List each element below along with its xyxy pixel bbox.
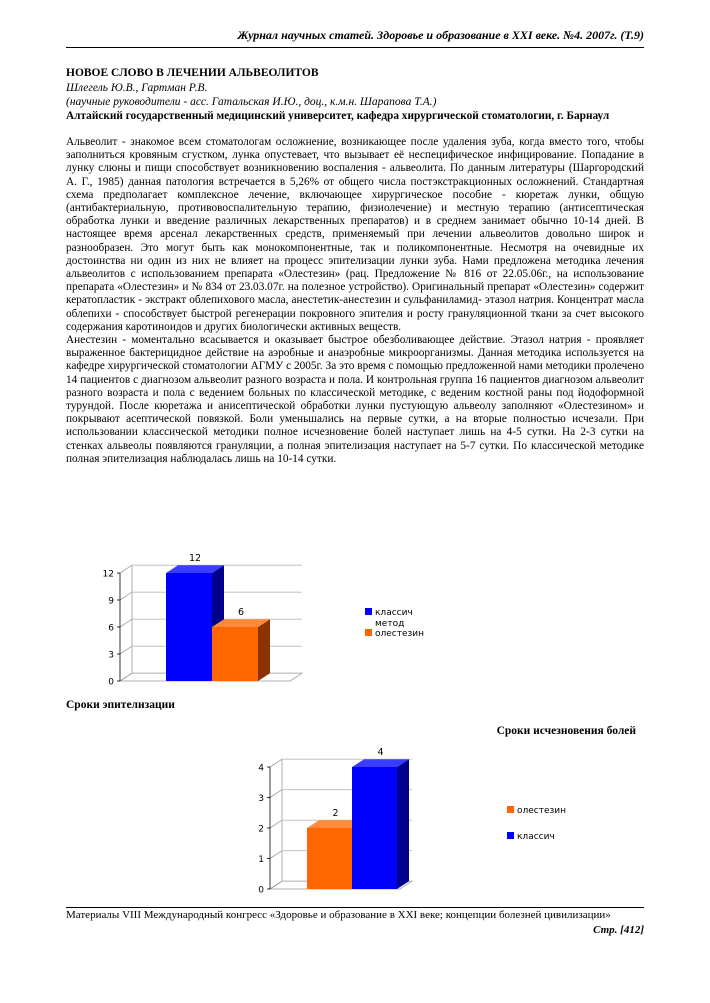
- footer-rule: [66, 907, 644, 908]
- legend-swatch: [365, 629, 372, 636]
- article-body: [66, 136, 644, 466]
- y-tick-label: 3: [108, 650, 114, 661]
- bar: [166, 573, 212, 681]
- grid-side: [120, 565, 132, 573]
- legend-label: олестезин: [375, 629, 425, 639]
- data-label: 6: [237, 607, 245, 619]
- y-tick-label: 0: [258, 885, 264, 896]
- bar-side: [258, 619, 270, 681]
- y-tick-label: 12: [102, 569, 114, 580]
- legend-swatch: [507, 806, 514, 813]
- legend-label: классич: [375, 608, 413, 618]
- chart2-caption: Сроки исчезновения болей: [496, 725, 636, 737]
- bar: [307, 828, 352, 889]
- page-number: Стр. [412]: [593, 924, 644, 936]
- header-rule: [66, 47, 644, 48]
- y-tick-label: 3: [258, 794, 264, 804]
- grid-side: [120, 619, 132, 627]
- supervisors: (научные руководители - асс. Гатальская И.Ю., доц., к.м.н. Шарапова Т.А.): [66, 96, 437, 108]
- grid-side: [270, 790, 282, 798]
- legend-label: метод: [375, 619, 405, 629]
- legend-label: классич: [517, 832, 555, 842]
- data-label: 2: [332, 808, 339, 820]
- chart1-caption: Сроки эпителизации: [66, 699, 175, 711]
- data-label: 12: [188, 553, 202, 565]
- epithelization-chart: [80, 540, 460, 695]
- affiliation: Алтайский государственный медицинский университет, кафедра хирургической стоматологии, г. Барнаул: [66, 110, 610, 122]
- y-tick-label: 4: [258, 763, 264, 774]
- authors: Шлегель Ю.В., Гартман Р.В.: [66, 82, 208, 94]
- data-label: 4: [377, 747, 384, 759]
- grid-side: [270, 851, 282, 859]
- pain-relief-chart: [240, 735, 580, 897]
- paragraph: Анестезин - моментально всасывается и оказывает быстрое обезболивающее действие. Этазол натрия - проявляет выраженное бактерицидное действие на аэробные и анаэробные микроорганизмы. Данная методика используется на кафедре хирургической стоматологии АГМУ с 2005г. За это время с помощью предложенной нами методики пролечено 14 пациентов с диагнозом альвеолит разного возраста и пола. И контрольная группа 16 пациентов диагнозом альвеолит разного возраста и пола с ведением больных по классической методике, с веденим костной раны под йодоформной турундой. После кюретажа и анисептической обработки лунки пустующую альвеолу заполняют «Олестезином» и покрывают асептической повязкой. Боли уменьшались на первые сутки, а на вторые полностью исчезали. При использовании классической методики полное исчезновение болей наступает лишь на 4-5 сутки. На 2-3 сутки на стенках альвеолы появляются грануляции, а полная эпителизация наступает на 5-7 сутки. По классической методике полная эпителизация наблюдалась лишь на 10-14 сутки.: [66, 334, 644, 465]
- legend-swatch: [507, 832, 514, 839]
- grid-side: [120, 646, 132, 654]
- article-title: НОВОЕ СЛОВО В ЛЕЧЕНИИ АЛЬВЕОЛИТОВ: [66, 67, 319, 79]
- bar: [352, 767, 397, 889]
- grid-side: [270, 759, 282, 767]
- legend-label: олестезин: [517, 806, 567, 816]
- grid-side: [120, 592, 132, 600]
- y-tick-label: 9: [108, 596, 114, 607]
- paragraph: Альвеолит - знакомое всем стоматологам осложнение, возникающее после удаления зуба, когда вместо того, чтобы заполниться кровяным сгустком, лунка опустевает, что вызывает её неспецифическое инфицирование. Попадание в лунку слюны и пищи способствует возникновению воспаления - альвеолита. По данным литературы (Шаргородский А. Г., 1985) данная патология встречается в 5,26% от общего числа постэкстракционных осложнений. Стандартная схема предполагает комплексное лечение, включающее хирургическое пособие - кюретаж лунки, общую (антибактериальную, противовоспалительную терапию, физиолечение) и местную терапию (антисептическая обработка лунки и введение различных лекарственных препаратов) и в среднем занимает обычно 10-14 дней. В настоящее время арсенал лекарственных средств, применяемый при лечении альвеолитов довольно широк и разнообразен. Это могут быть как монокомпонентные, так и поликомпонентные. Несмотря на очевидные их достоинства ни один из них не влияет на процесс эпителизации лунки зуба. Нами предложена методика лечения альвеолитов с использованием препарата «Олестезин» (рац. Предложение № 816 от 22.05.06г., на использование препарата «Олестезин» и № 834 от 23.03.07г. на полезное устройство). Оригинальный препарат «Олестезин» содержит кератопластик - экстракт облепихового масла, анестетик-анестезин и сульфаниламид- этазол натрия. Концентрат масла облепихи - способствует быстрой регенерации покровного эпителия и росту грануляционной ткани за счет высокого содержания каротиноидов и других биологически активных веществ.: [66, 136, 644, 333]
- y-tick-label: 1: [258, 855, 264, 865]
- journal-header: Журнал научных статей. Здоровье и образование в XXI веке. №4. 2007г. (Т.9): [237, 28, 644, 42]
- bar: [212, 627, 258, 681]
- bar-side: [397, 759, 409, 889]
- y-tick-label: 0: [108, 677, 114, 688]
- legend-swatch: [365, 608, 372, 615]
- grid-side: [270, 820, 282, 828]
- y-tick-label: 6: [108, 623, 114, 634]
- y-tick-label: 2: [258, 824, 264, 835]
- footer-text: Материалы VIII Международный конгресс «Здоровье и образование в XXI веке; концепции болезней цивилизации»: [66, 909, 611, 921]
